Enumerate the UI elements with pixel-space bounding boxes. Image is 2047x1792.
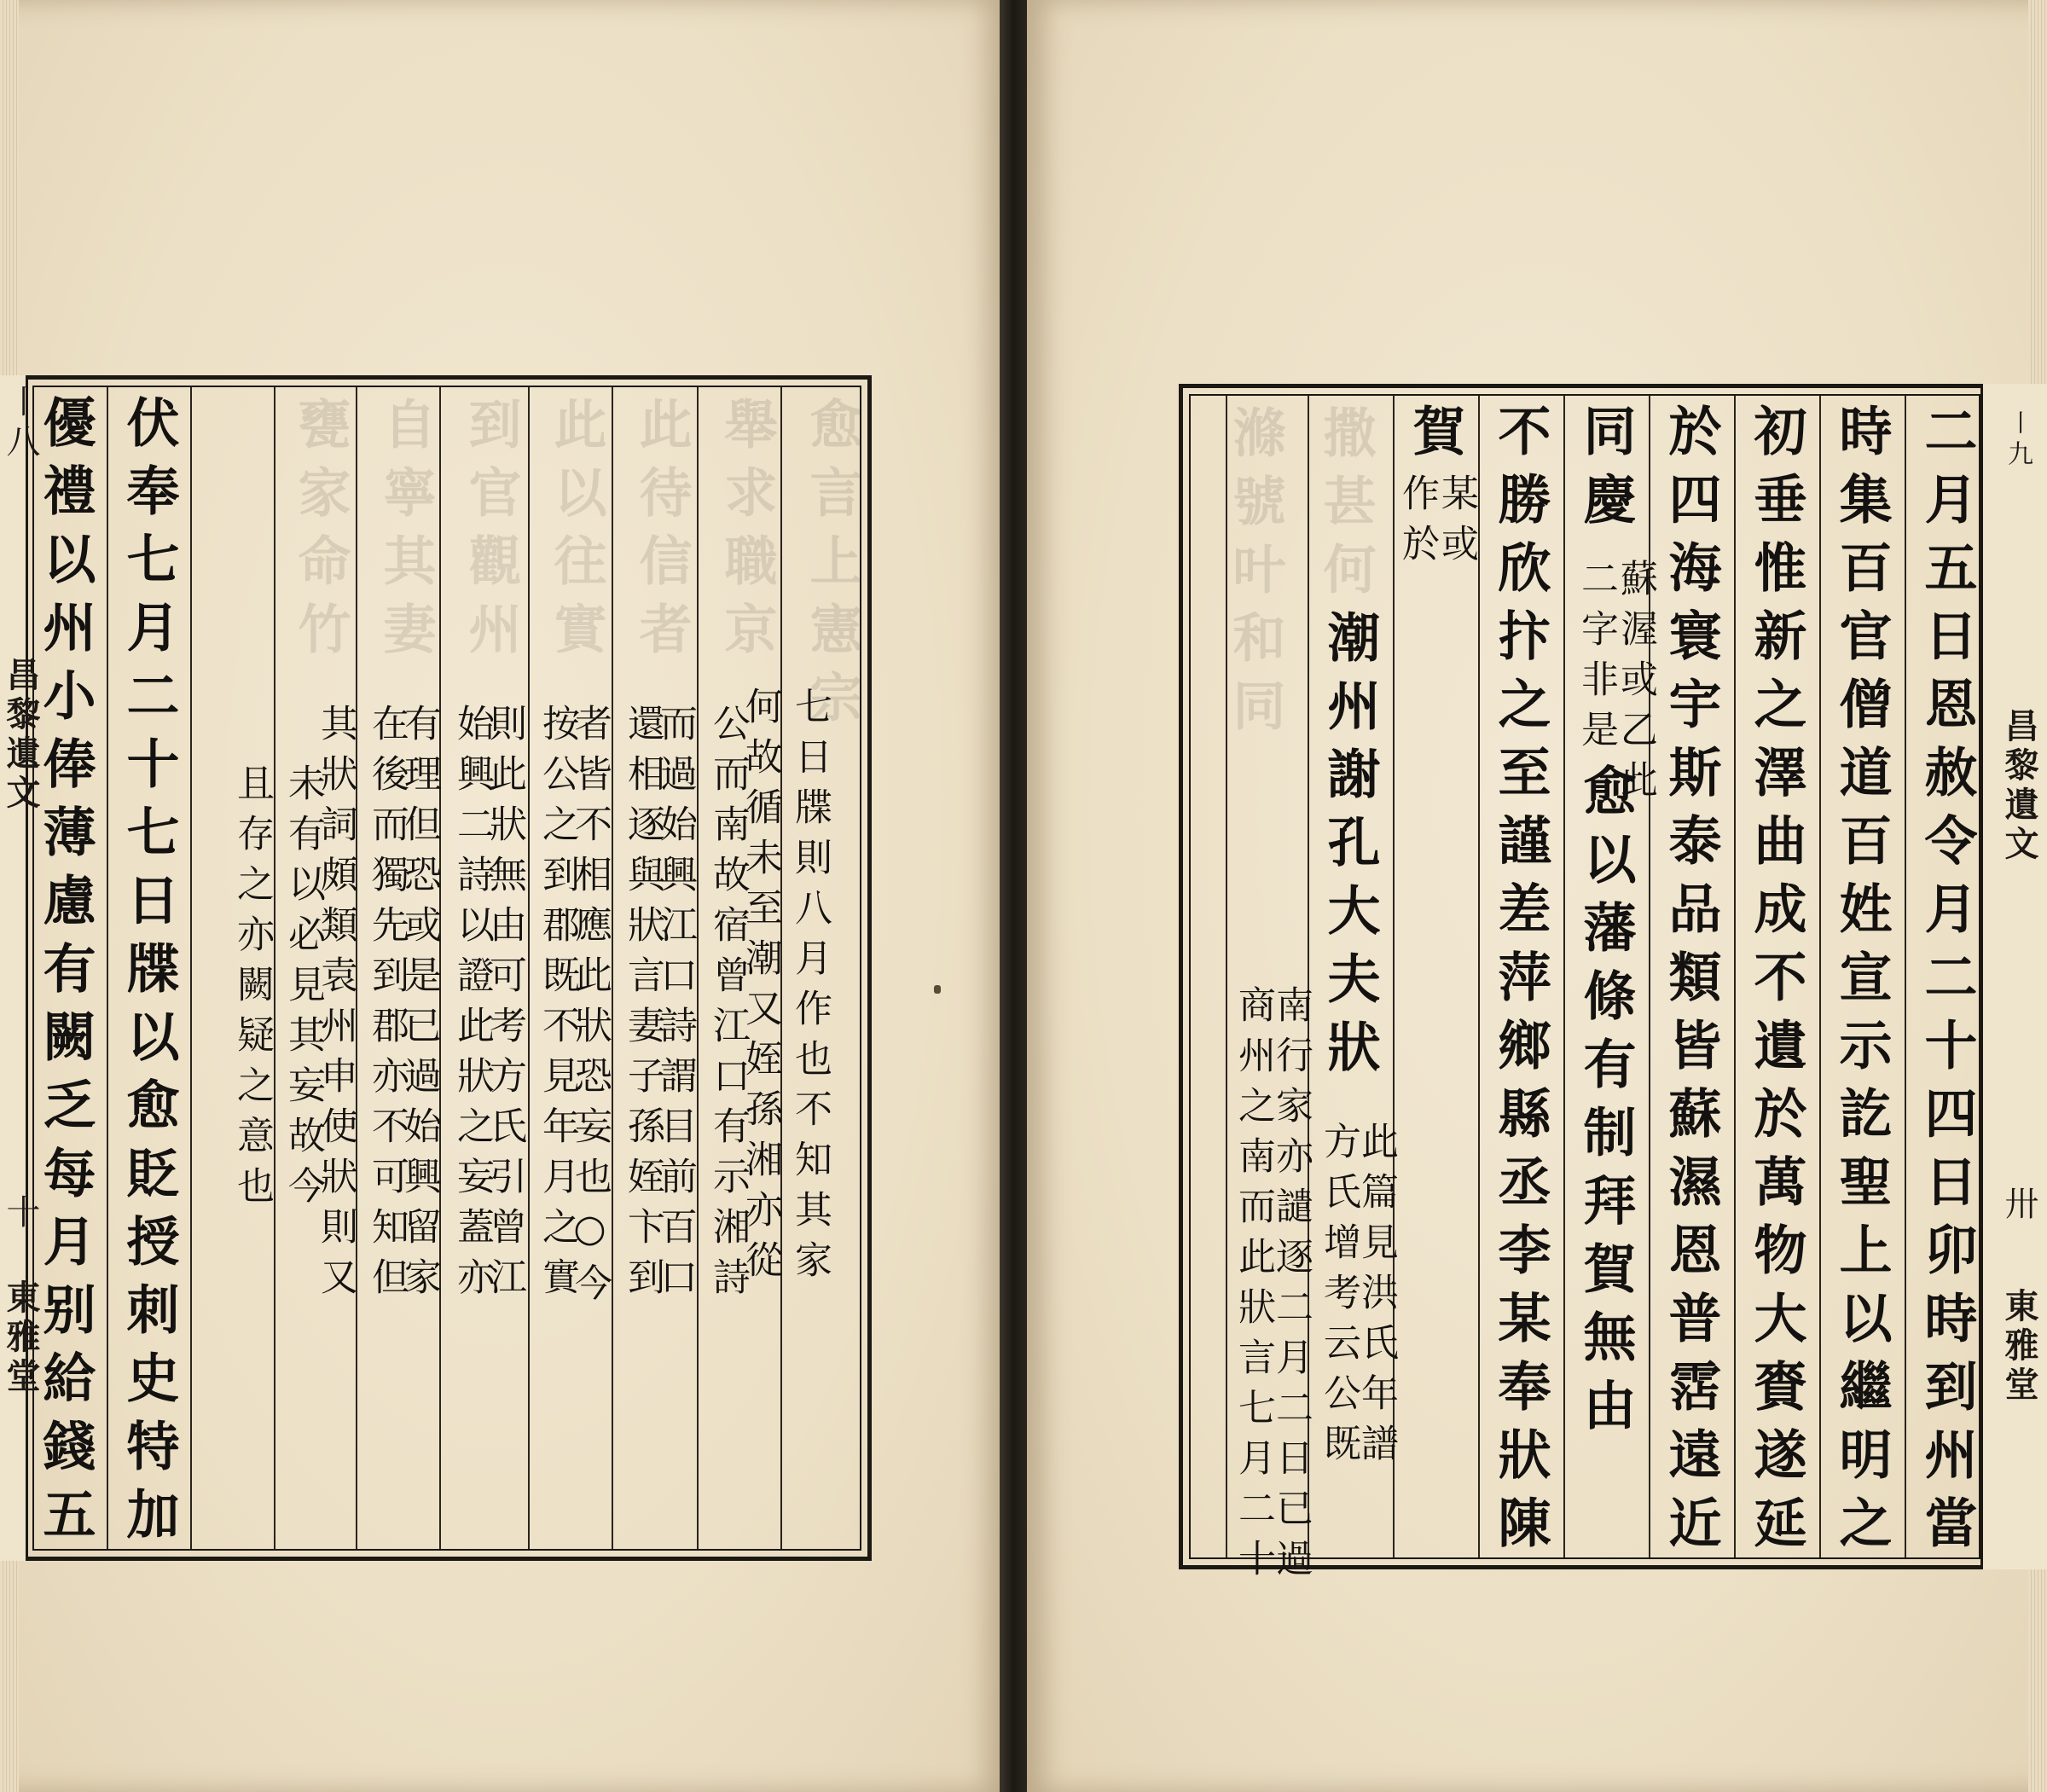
annotation-line: 此篇見洪氏年譜: [1354, 1122, 1398, 1474]
right-print-frame: [1179, 384, 1991, 1589]
column-rule: [1819, 396, 1821, 1557]
show-through-text: 自寧其妻: [374, 397, 437, 670]
annotation-line: 方氏增考云公既: [1317, 1122, 1360, 1474]
annotation-line: 公而南故宿曾江口有示湘詩: [706, 704, 750, 1308]
main-text-column: 賀: [1404, 403, 1466, 472]
juan-number: 〡九: [2003, 409, 2033, 471]
main-text-column: 於四海寰宇斯泰品類皆蘇濕恩普霑遠近: [1660, 403, 1722, 1563]
annotation-line: 蘇渥或乙此: [1614, 559, 1657, 810]
annotation-line: 且存之亦闕疑之意也: [230, 763, 274, 1216]
annotation-line: 而過始興江口詩謂目前百口: [653, 704, 697, 1308]
left-print-frame: [22, 375, 872, 1561]
annotation-line: 未有以必見其妄故今: [281, 763, 325, 1216]
folio-number: 十: [1, 1194, 40, 1233]
annotation-line: 商州之南而此狀言七月二十: [1232, 985, 1275, 1589]
show-through-text: 撒甚何: [1314, 405, 1377, 610]
show-through-text: 滌號叶和同: [1224, 405, 1286, 746]
annotation-line: 按公之到郡既不見年月之實: [536, 704, 579, 1308]
column-rule: [107, 387, 108, 1549]
main-text-column: 優禮以州小俸薄慮有闕乏每月别給錢五: [34, 395, 96, 1555]
column-rule: [190, 387, 192, 1549]
folio-number: 卅: [1999, 1186, 2038, 1225]
main-text-column: 同慶: [1574, 403, 1637, 540]
annotation-line: 某或: [1435, 473, 1478, 574]
document-heading: 潮州謝孔大夫狀: [1319, 610, 1381, 1087]
show-through-text: 此待信者: [630, 397, 693, 670]
main-text-column: 伏奉七月二十七日牒以愈貶授刺史特加: [118, 395, 180, 1555]
annotation-line: 在後而獨先到郡亦不可知但: [365, 704, 409, 1308]
book-title: 昌黎遺文: [1999, 708, 2039, 865]
book-title: 昌黎遺文: [1, 657, 41, 814]
show-through-text: 愈言上憲宗: [801, 397, 863, 738]
annotation-line: 者皆不相應此狀恐妄也○今: [568, 704, 612, 1314]
publisher-studio: 東雅堂: [1, 1279, 41, 1397]
column-rule: [274, 387, 275, 1549]
annotation-line: 有理但恐或是已過始興留家: [397, 704, 441, 1308]
main-text-column: 不勝欣抃之至謹差萍鄉縣丞李某奉狀陳: [1489, 403, 1551, 1563]
annotation-line: 作於: [1395, 473, 1439, 574]
column-rule: [1905, 396, 1906, 1557]
show-through-text: 到官觀州: [460, 397, 522, 670]
show-through-text: 甕家命竹: [289, 397, 351, 670]
publisher-studio: 東雅堂: [1999, 1288, 2039, 1406]
main-text-column: 初垂惟新之澤曲成不遺於萬物大賚遂延: [1745, 403, 1807, 1563]
main-text-column: 二月五日恩赦令月二十四日卯時到州當: [1916, 403, 1978, 1563]
annotation-line: 二字非是: [1574, 559, 1618, 760]
main-text-column: 愈以藩條有制拜賀無由: [1574, 763, 1637, 1446]
ink-speck: [934, 985, 941, 994]
annotation-line: 其狀詞頗類袁州申使狀則又: [314, 704, 357, 1308]
book-spine: [1000, 0, 1030, 1792]
left-center-margin: [0, 375, 41, 1561]
column-rule: [1563, 396, 1565, 1557]
annotation-line: 南行家亦譴逐二月二日已過: [1269, 985, 1313, 1589]
annotation-line: 七日牒則八月作也不知其家: [788, 687, 832, 1290]
column-rule: [1478, 396, 1480, 1557]
annotation-line: 始興二詩以證此狀之妄蓋亦: [450, 704, 494, 1308]
annotation-line: 則此狀無由可考方氏引曾江: [483, 704, 526, 1308]
right-center-margin: [1980, 384, 2047, 1569]
annotation-line: 何故循未至潮又姪孫湘亦從: [739, 687, 782, 1290]
column-rule: [1734, 396, 1736, 1557]
main-text-column: 時集百官僧道百姓宣示訖聖上以繼明之: [1830, 403, 1893, 1563]
show-through-text: 此以往實: [545, 397, 607, 670]
show-through-text: 舉求職京: [716, 397, 778, 670]
juan-number: 〡八: [1, 384, 40, 462]
annotation-line: 還相逐與狀言妻子孫姪卞到: [621, 704, 664, 1308]
